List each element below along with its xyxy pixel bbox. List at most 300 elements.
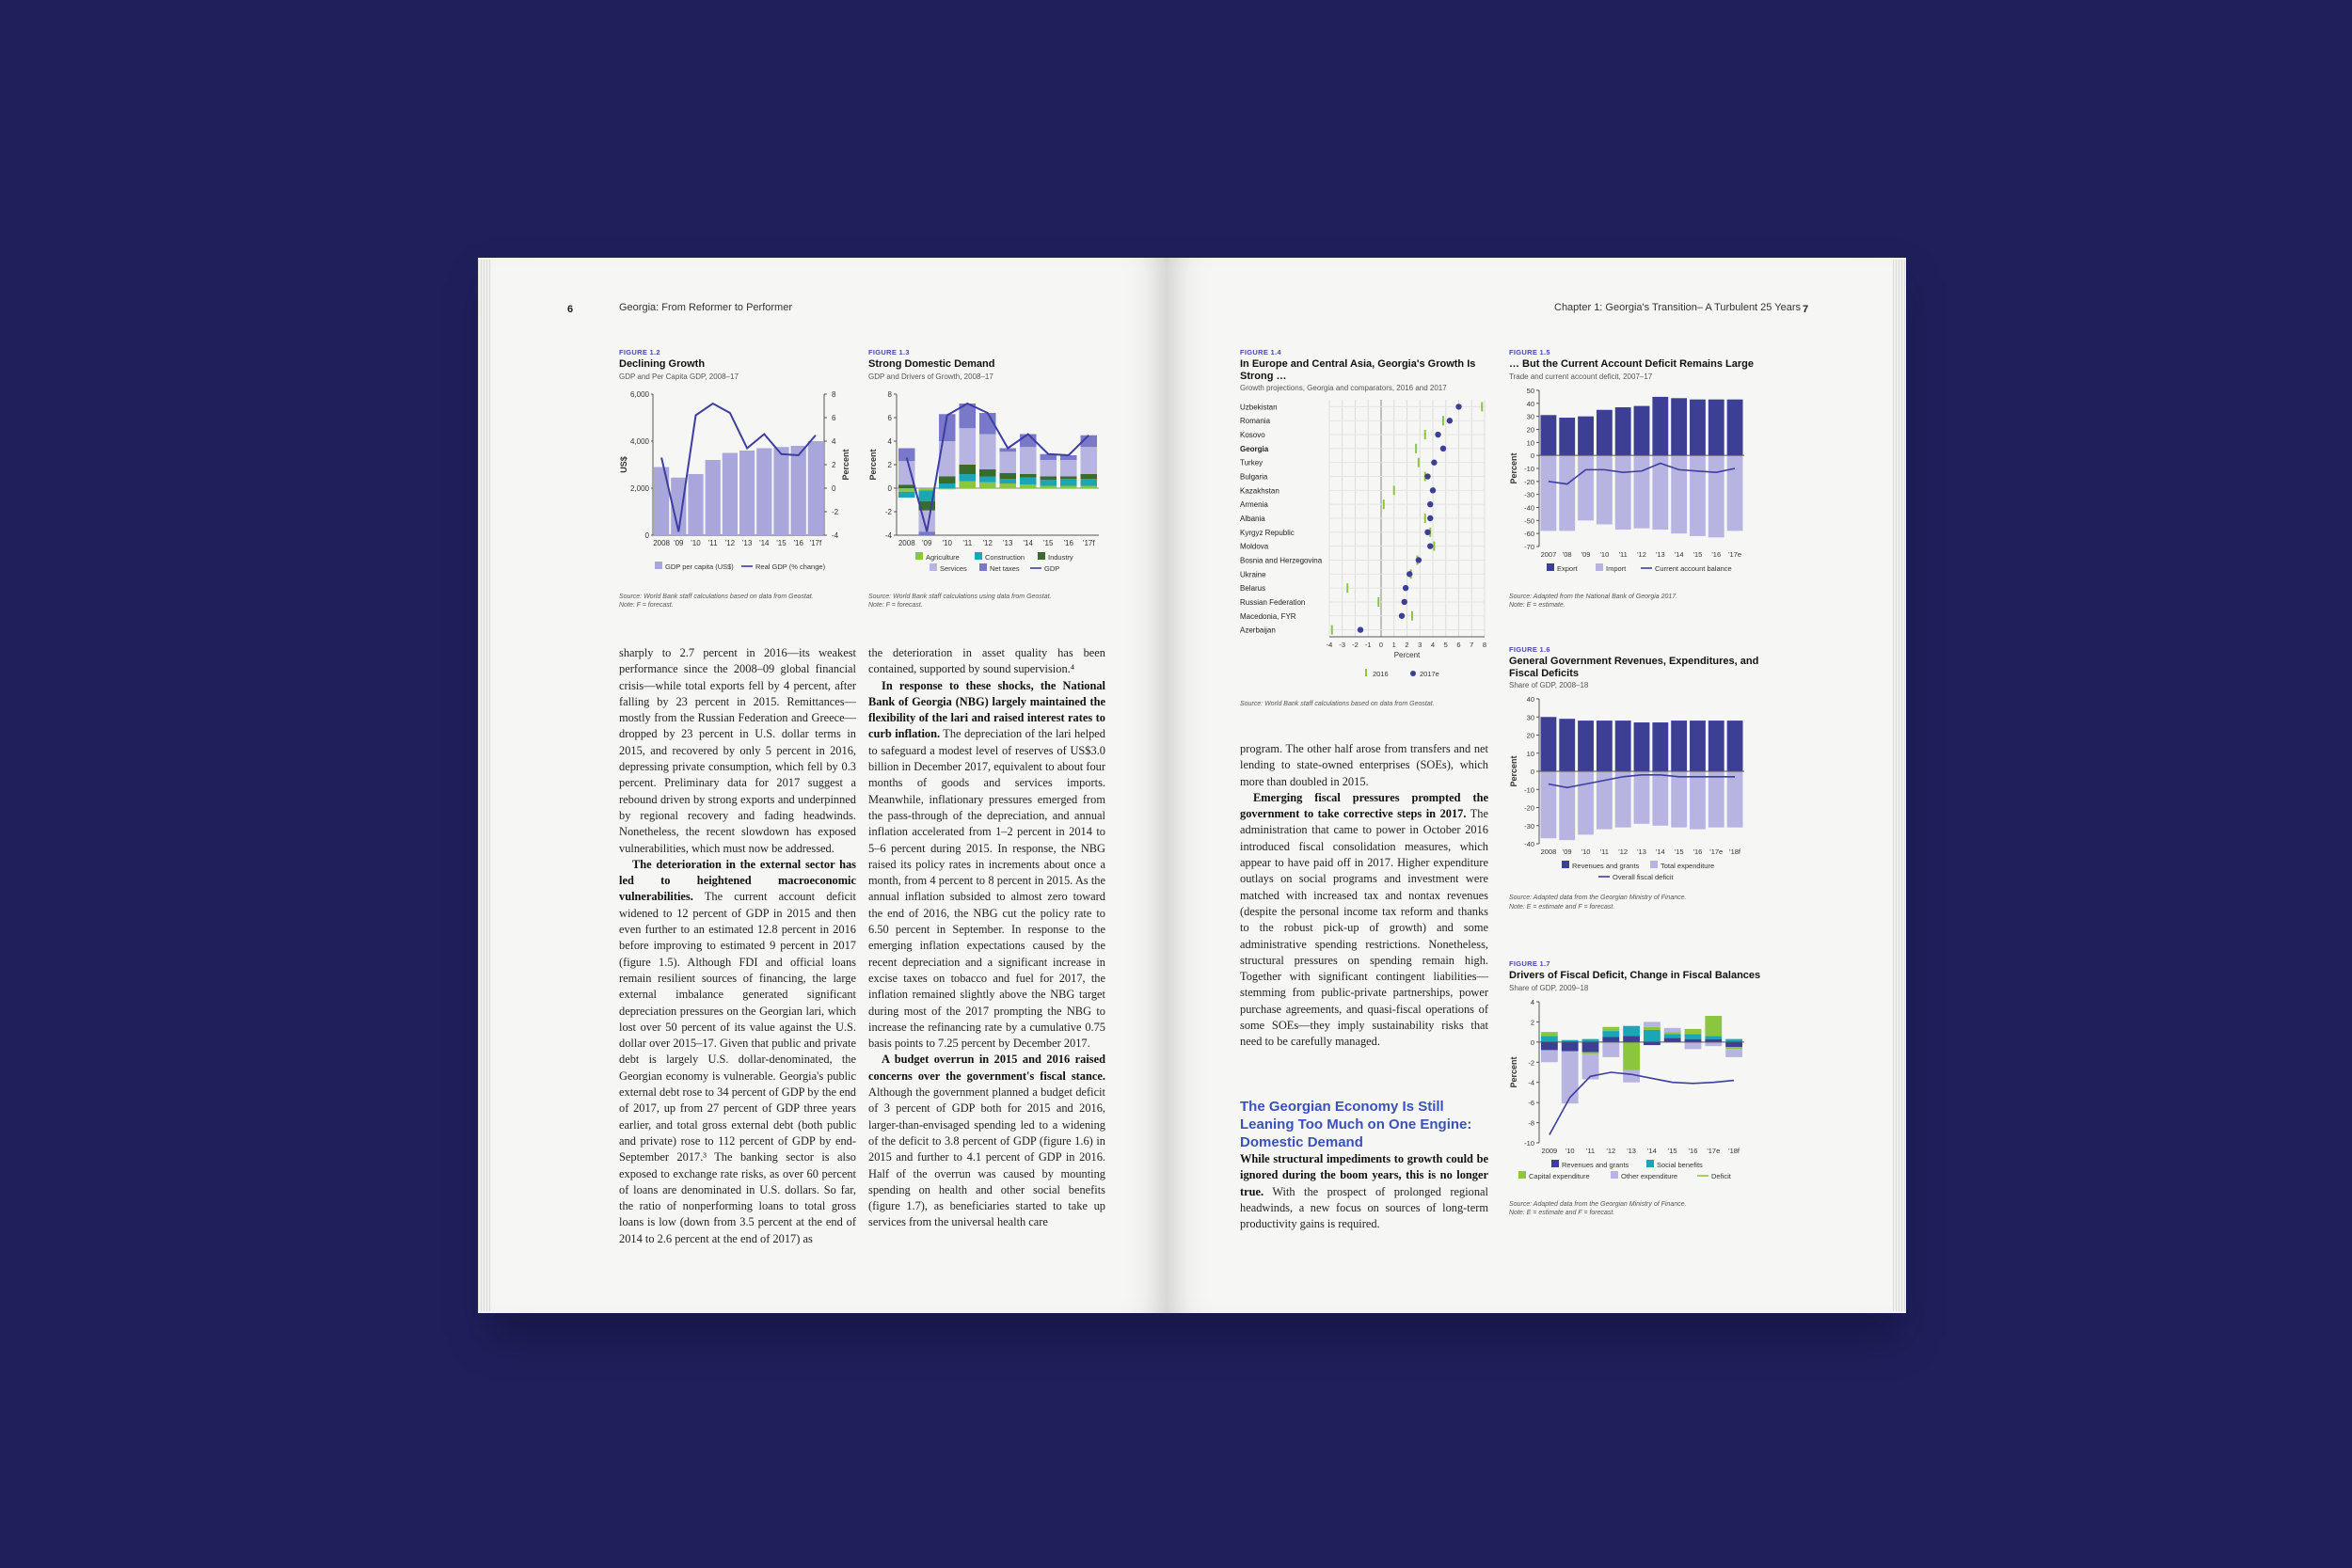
y-tick-label: 0 — [644, 531, 649, 540]
x-tick-label: '09 — [922, 538, 932, 547]
x-tick-label: 4 — [1430, 641, 1436, 650]
bar-negative — [1690, 771, 1706, 830]
x-tick-label: '14 — [1674, 549, 1684, 559]
y-tick-label: -4 — [884, 531, 892, 540]
bar-positive — [1727, 399, 1743, 454]
marker-2016 — [1411, 611, 1413, 621]
figure-source: Source: World Bank staff calculations using data from Geostat. — [868, 593, 1052, 600]
stacked-bar — [1582, 1052, 1599, 1053]
y-tick-label: -40 — [1524, 503, 1534, 513]
figure-subtitle: Trade and current account deficit, 2007–17 — [1509, 372, 1653, 381]
x-tick-label: 0 — [1378, 641, 1384, 650]
stacked-bar — [1644, 1030, 1661, 1042]
marker-2017e — [1455, 404, 1461, 409]
stacked-bar — [1081, 485, 1098, 488]
paragraph-text: the deterioration in asset quality has been contained, supported by sound supervision.⁴ — [868, 646, 1105, 676]
paragraph-text: Although the government planned a budget deficit of 3 percent of GDP both for 2015 and 2016, larger-than-envisaged spending led to a widening of the deficit to 3.8 percent of GDP (figure 1.6) in 2015 and further to 4.1 percent of GDP in 2016. Half of the overrun was caused by mounting spending on health and other social benefits (figure 1.7), as beneficiaries started to take up services from the universal health care — [868, 1085, 1105, 1229]
marker-2017e — [1430, 487, 1436, 493]
stacked-bar — [1020, 474, 1037, 478]
stacked-bar — [1081, 479, 1098, 486]
chart-fiscal-drivers — [1509, 992, 1765, 1196]
paragraph — [1240, 741, 1488, 790]
marker-2017e — [1447, 418, 1453, 423]
y-tick-label: 30 — [1526, 713, 1534, 722]
x-tick-label: 6 — [1456, 641, 1461, 650]
marker-2016 — [1393, 486, 1395, 496]
stacked-bar — [1060, 476, 1077, 479]
y2-tick-label: -4 — [832, 531, 839, 540]
legend-label: 2017e — [1420, 670, 1439, 679]
paragraph-lead: A budget overrun in 2015 and 2016 raised concerns over the government's fiscal stance. — [868, 1053, 1105, 1083]
stacked-bar — [1623, 1025, 1640, 1036]
figure-source: Source: Adapted data from the Georgian Ministry of Finance. — [1509, 1200, 1687, 1208]
legend-label: Revenues and grants — [1562, 1160, 1629, 1169]
x-tick-label: '17f — [1082, 538, 1095, 547]
marker-2017e — [1427, 515, 1433, 521]
legend-swatch — [975, 552, 982, 560]
x-tick-label: 2 — [1405, 641, 1409, 650]
x-tick-label: 1 — [1391, 641, 1396, 650]
y-tick-label: 2 — [887, 460, 892, 469]
paragraph-text: The current account deficit widened to 12 percent of GDP in 2015 and then even further to an estimated 12.8 percent in 2016 before improving to estimated 9 percent in 2017 (figure 1.5). Although FDI and official loans remain resilient sources of financing, the large external imbalance generated significant depreciation pressures on the Georgian lari, which lost over 50 percent of its value against the U.S. dollar over 2015–17. Given that public and private debt is largely U.S. dollar-denominated, the Georgian economy is vulnerable. Georgia's public external debt rose to 34 percent of GDP by the end of 2017, up from 27 percent of GDP three years earlier, and total gross external debt (both public and private) rose to 112 percent of GDP by end-September 2017.³ The banking sector is also exposed to exchange rate risks, as over 60 percent of loans are denominated in U.S. dollars. So far, the ratio of nonperforming loans to total gross loans is low (down from 3.5 percent at the end of 2014 to 2.6 percent at the end of 2017) as — [619, 890, 856, 1245]
bar-positive — [1615, 721, 1631, 771]
bar-positive — [1652, 397, 1668, 455]
x-tick-label: '16 — [1688, 1146, 1698, 1155]
figure-title: General Government Revenues, Expenditures, and Fiscal Deficits — [1509, 656, 1759, 679]
y-tick-label: 20 — [1526, 731, 1534, 740]
paragraph-lead: Emerging fiscal pressures prompted the government to take corrective steps in 2017. — [1240, 790, 1488, 821]
y-tick-label: -30 — [1524, 490, 1534, 499]
country-label: Macedonia, FYR — [1240, 612, 1296, 622]
marker-2017e — [1427, 501, 1433, 507]
x-tick-label: '14 — [1655, 847, 1665, 857]
figure-1-3 — [868, 348, 1104, 610]
x-tick-label: 2008 — [653, 538, 670, 547]
x-tick-label: 2009 — [1541, 1146, 1558, 1155]
stacked-bar — [1664, 1027, 1681, 1031]
y-axis-label: Percent — [1509, 452, 1518, 484]
bar-negative — [1578, 455, 1594, 520]
figure-title: Declining Growth — [619, 358, 706, 370]
legend-label: Other expenditure — [1621, 1171, 1678, 1180]
country-label: Uzbekistan — [1240, 403, 1278, 412]
chart-growth-projections — [1240, 392, 1486, 695]
stacked-bar — [939, 483, 956, 488]
paragraph — [619, 857, 856, 1247]
stacked-bar — [1705, 1016, 1722, 1036]
stacked-bar — [1664, 1037, 1681, 1041]
x-tick-label: '15 — [1674, 847, 1684, 857]
stacked-bar — [979, 476, 996, 482]
x-tick-label: 7 — [1470, 641, 1474, 650]
stacked-bar — [1000, 451, 1017, 473]
y-tick-label: 30 — [1526, 412, 1534, 421]
legend-swatch — [979, 563, 987, 571]
y-tick-label: 4 — [887, 436, 892, 446]
legend-label: Agriculture — [926, 552, 960, 562]
country-label: Albania — [1240, 515, 1265, 524]
bar-negative — [1708, 771, 1724, 828]
y-tick-label: 0 — [887, 483, 892, 493]
stacked-bar — [1041, 480, 1057, 485]
x-tick-label: '15 — [1667, 1146, 1677, 1155]
country-label: Bosnia and Herzegovina — [1240, 556, 1323, 565]
figure-1-2 — [619, 348, 854, 610]
figure-1-5 — [1509, 348, 1765, 610]
y-tick-label: -10 — [1524, 464, 1534, 473]
body-column-1 — [1240, 741, 1488, 1051]
marker-2016 — [1331, 626, 1333, 635]
bar-negative — [1652, 455, 1668, 530]
marker-2016 — [1346, 583, 1348, 593]
page-edge — [478, 260, 491, 1311]
stacked-bar — [1705, 1041, 1722, 1045]
bar-positive — [1597, 409, 1613, 454]
marker-2017e — [1403, 585, 1408, 591]
bar — [756, 448, 771, 535]
left-page — [478, 258, 1167, 1313]
x-tick-label: '09 — [1562, 847, 1572, 857]
stacked-bar — [960, 474, 977, 482]
paragraph — [619, 645, 856, 857]
y-tick-label: 0 — [1530, 451, 1534, 460]
x-tick-label: '14 — [1647, 1146, 1657, 1155]
x-tick-label: '17e — [1728, 549, 1742, 559]
country-label: Russian Federation — [1240, 598, 1306, 608]
paragraph-lead: While structural impediments to growth could be ignored during the boom years, this is no longer true. — [1240, 1152, 1488, 1198]
chart-gdp-growth — [619, 381, 854, 588]
x-tick-label: '16 — [1692, 847, 1703, 857]
bar-positive — [1671, 398, 1687, 455]
y-tick-label: -50 — [1524, 515, 1534, 525]
country-label: Belarus — [1240, 584, 1266, 594]
bar-positive — [1652, 722, 1668, 771]
y2-tick-label: 8 — [832, 389, 836, 399]
stacked-bar — [1623, 1036, 1640, 1041]
x-tick-label: '12 — [1606, 1146, 1616, 1155]
marker-2017e — [1431, 460, 1437, 466]
stacked-bar — [1060, 485, 1077, 488]
stacked-bar — [960, 481, 977, 488]
stacked-bar — [1685, 1029, 1702, 1034]
figure-1-4 — [1240, 348, 1486, 709]
stacked-bar — [1020, 447, 1037, 474]
x-tick-label: '13 — [1003, 538, 1013, 547]
x-tick-label: '15 — [776, 538, 787, 547]
figure-subtitle: GDP and Drivers of Growth, 2008–17 — [868, 372, 993, 381]
bar-negative — [1597, 455, 1613, 524]
legend-swatch — [1410, 671, 1416, 676]
bar-negative — [1708, 455, 1724, 537]
legend-label: Industry — [1048, 552, 1073, 562]
stacked-bar — [1623, 1041, 1640, 1069]
y2-tick-label: -2 — [832, 507, 839, 516]
running-head: Chapter 1: Georgia's Transition– A Turbulent 25 Years — [1554, 302, 1801, 313]
paragraph — [868, 678, 1105, 1053]
stacked-bar — [1041, 476, 1057, 480]
bar — [808, 441, 823, 535]
x-tick-label: '11 — [1585, 1146, 1596, 1155]
bar — [723, 452, 738, 535]
legend-swatch — [915, 552, 923, 560]
figure-number: FIGURE 1.6 — [1509, 645, 1550, 654]
y-tick-label: 10 — [1526, 437, 1534, 447]
x-tick-label: '10 — [1599, 549, 1610, 559]
figure-title: Drivers of Fiscal Deficit, Change in Fiscal Balances — [1509, 970, 1761, 981]
y2-tick-label: 2 — [832, 460, 836, 469]
stacked-bar — [1664, 1032, 1681, 1034]
paragraph — [1240, 790, 1488, 1051]
legend-swatch — [1611, 1171, 1618, 1179]
stacked-bar — [1602, 1037, 1619, 1041]
bar-positive — [1559, 719, 1575, 771]
marker-2016 — [1481, 403, 1483, 412]
x-tick-label: '15 — [1043, 538, 1054, 547]
x-tick-label: '15 — [1692, 549, 1703, 559]
y-tick-label: 0 — [1530, 768, 1534, 777]
y-tick-label: -60 — [1524, 529, 1534, 538]
stacked-bar — [1602, 1026, 1619, 1030]
x-tick-label: '18f — [1729, 847, 1741, 857]
stacked-bar — [960, 465, 977, 474]
marker-2016 — [1442, 417, 1444, 426]
paragraph — [868, 645, 1105, 678]
stacked-bar — [1060, 460, 1077, 477]
stacked-bar — [1000, 472, 1017, 478]
paragraph — [868, 1052, 1105, 1230]
figure-1-6 — [1509, 645, 1765, 911]
x-tick-label: -2 — [1352, 641, 1359, 650]
marker-2017e — [1416, 558, 1422, 563]
marker-2017e — [1424, 474, 1430, 480]
x-tick-label: '09 — [674, 538, 684, 547]
legend-swatch — [1547, 563, 1554, 571]
stacked-bar — [1623, 1069, 1640, 1082]
legend-label: 2016 — [1373, 670, 1389, 679]
x-tick-label: '17e — [1707, 1146, 1721, 1155]
y-tick-label: 40 — [1526, 399, 1534, 408]
marker-2017e — [1427, 544, 1433, 549]
bar-positive — [1634, 405, 1650, 455]
legend-label: Deficit — [1711, 1171, 1731, 1180]
stacked-bar — [1041, 485, 1057, 488]
x-tick-label: '18f — [1728, 1146, 1740, 1155]
figure-number: FIGURE 1.2 — [619, 348, 660, 356]
legend-label: Revenues and grants — [1572, 862, 1640, 871]
figure-note: Note: E = estimate and F = forecast. — [1509, 903, 1615, 911]
legend-label: Import — [1606, 563, 1627, 573]
marker-2017e — [1440, 446, 1446, 451]
figure-1-7 — [1509, 959, 1765, 1218]
bar-negative — [1578, 771, 1594, 834]
figure-title: In Europe and Central Asia, Georgia's Growth Is Strong … — [1240, 358, 1476, 382]
legend-label: GDP per capita (US$) — [665, 562, 734, 571]
x-tick-label: 2007 — [1540, 549, 1557, 559]
stacked-bar — [1644, 1022, 1661, 1026]
paragraph-text: With the prospect of prolonged regional headwinds, a new focus on sources of long-term productivity gains is required. — [1240, 1184, 1488, 1231]
stacked-bar — [1020, 484, 1037, 488]
legend-swatch — [1650, 861, 1658, 868]
stacked-bar — [1541, 1041, 1558, 1050]
bar-negative — [1727, 455, 1743, 531]
bar-positive — [1708, 721, 1724, 771]
page-edge — [1893, 260, 1906, 1311]
y-tick-label: 40 — [1526, 695, 1534, 705]
bar-positive — [1578, 721, 1594, 771]
bar-positive — [1727, 721, 1743, 771]
stacked-bar — [1081, 447, 1098, 474]
stacked-bar — [1541, 1050, 1558, 1062]
legend-swatch — [1646, 1160, 1654, 1167]
stacked-bar — [1000, 479, 1017, 483]
figure-title: Strong Domestic Demand — [868, 358, 995, 370]
y-tick-label: 4 — [1530, 997, 1534, 1006]
legend-label: Overall fiscal deficit — [1613, 873, 1674, 882]
stacked-bar — [898, 484, 915, 488]
figure-subtitle: Share of GDP, 2009–18 — [1509, 983, 1589, 992]
x-tick-label: '14 — [1023, 538, 1033, 547]
legend-swatch — [1596, 563, 1603, 571]
legend-label: Net taxes — [990, 563, 1020, 573]
figure-subtitle: Growth projections, Georgia and comparators, 2016 and 2017 — [1240, 384, 1447, 393]
y-tick-label: 6 — [887, 413, 892, 422]
country-label: Ukraine — [1240, 570, 1266, 579]
bar — [688, 474, 703, 535]
country-label: Romania — [1240, 417, 1271, 426]
bar-negative — [1559, 455, 1575, 531]
x-tick-label: -4 — [1326, 641, 1333, 650]
figure-source: Source: Adapted data from the Georgian Ministry of Finance. — [1509, 895, 1687, 902]
stacked-bar — [1562, 1051, 1579, 1103]
marker-2017e — [1435, 432, 1440, 437]
paragraph — [1240, 1151, 1488, 1232]
y-tick-label: -20 — [1524, 477, 1534, 486]
body-column-1-continued — [1240, 1151, 1488, 1232]
bar-negative — [1652, 771, 1668, 826]
marker-2017e — [1399, 613, 1405, 619]
x-axis-label: Percent — [1393, 651, 1421, 660]
stacked-bar — [1562, 1041, 1579, 1051]
bar-negative — [1541, 455, 1557, 531]
legend-swatch — [1038, 552, 1045, 560]
x-tick-label: '12 — [724, 538, 736, 547]
paragraph-text: The depreciation of the lari helped to safeguard a modest level of reserves of US$3.0 billion in December 2017, equivalent to about four months of goods and services imports. Meanwhile, inflationary pressures emerged from the pass-through of the depreciation, and annual inflation accelerated from 1–2 percent in 2014 to 5–6 percent during 2015. In response, the NBG raised its policy rates in increments about once a month, from 4 percent to 8 percent in 2015. As the annual inflation subsided to almost zero toward the end of 2016, the NBG cut the policy rate to 6.50 percent in September. In response to the emerging inflation expectations caused by the recent depreciation and a significant increase in excise taxes on tobacco and fuel for 2017, the inflation remained slightly above the NBG target during most of the 2017 prompting the NBG to increase the refinancing rate by a cumulative 0.75 basis points to 7.25 percent by December 2017. — [868, 727, 1105, 1051]
marker-2017e — [1424, 530, 1430, 535]
bar-positive — [1578, 416, 1594, 455]
y-tick-label: 2,000 — [629, 483, 649, 493]
marker-2016 — [1418, 458, 1420, 467]
x-tick-label: 5 — [1443, 641, 1448, 650]
figure-number: FIGURE 1.7 — [1509, 959, 1550, 968]
x-tick-label: -1 — [1364, 641, 1372, 650]
stacked-bar — [919, 488, 936, 491]
legend-swatch — [1518, 1171, 1526, 1179]
stacked-bar — [1541, 1032, 1558, 1036]
y-tick-label: -10 — [1524, 785, 1534, 795]
y-tick-label: -30 — [1524, 822, 1534, 832]
marker-2016 — [1433, 542, 1435, 551]
running-head: Georgia: From Reformer to Performer — [619, 302, 792, 313]
x-tick-label: 8 — [1482, 641, 1486, 650]
bar-negative — [1690, 455, 1706, 536]
bar-negative — [1634, 771, 1650, 824]
y-tick-label: -8 — [1528, 1118, 1534, 1128]
stacked-bar — [1081, 474, 1098, 479]
stacked-bar — [1041, 460, 1057, 477]
page-number: 7 — [1803, 304, 1809, 315]
legend-label: Current account balance — [1655, 563, 1732, 573]
stacked-bar — [1685, 1034, 1702, 1038]
stacked-bar — [1705, 1036, 1722, 1038]
marker-2016 — [1415, 444, 1417, 453]
x-tick-label: '11 — [1599, 847, 1609, 857]
y-tick-label: 20 — [1526, 425, 1534, 435]
stacked-bar — [1602, 1041, 1619, 1056]
stacked-bar — [919, 531, 936, 535]
figure-number: FIGURE 1.5 — [1509, 348, 1550, 356]
bar-positive — [1708, 399, 1724, 454]
x-tick-label: '12 — [1618, 847, 1629, 857]
stacked-bar — [1725, 1047, 1742, 1049]
y-tick-label: 50 — [1526, 386, 1534, 395]
x-tick-label: '10 — [1581, 847, 1591, 857]
x-tick-label: '14 — [759, 538, 770, 547]
stacked-bar — [960, 428, 977, 465]
x-tick-label: '12 — [982, 538, 993, 547]
x-tick-label: '09 — [1581, 549, 1591, 559]
legend-swatch — [1562, 861, 1569, 868]
figure-source: Source: Adapted from the National Bank of Georgia 2017. — [1509, 593, 1678, 600]
country-label: Georgia — [1240, 445, 1269, 454]
bar-positive — [1559, 418, 1575, 455]
body-column-1 — [619, 645, 856, 1247]
stacked-bar — [939, 476, 956, 483]
marker-2017e — [1402, 599, 1407, 605]
bar-positive — [1541, 718, 1557, 772]
body-column-2 — [868, 645, 1105, 1231]
x-tick-label: '11 — [962, 538, 973, 547]
bar-positive — [1541, 415, 1557, 455]
x-tick-label: '12 — [1637, 549, 1646, 559]
right-page — [1167, 258, 1906, 1313]
paragraph-lead: In response to these shocks, the National Bank of Georgia (NBG) largely maintained the flexibility of the lari and raised interest rates to curb inflation. — [868, 678, 1105, 741]
legend-label: Total expenditure — [1661, 862, 1715, 871]
stacked-bar — [898, 491, 915, 497]
x-tick-label: '13 — [1637, 847, 1646, 857]
bar-positive — [1615, 407, 1631, 455]
x-tick-label: 2008 — [898, 538, 915, 547]
paragraph-lead: The deterioration in the external sector has led to heightened macroeconomic vulnerabilities. — [619, 857, 856, 904]
figure-source: Source: World Bank staff calculations based on data from Geostat. — [1240, 701, 1435, 708]
bar-positive — [1634, 722, 1650, 771]
x-tick-label: 3 — [1418, 641, 1422, 650]
y-tick-label: 0 — [1530, 1037, 1534, 1047]
y-tick-label: 4,000 — [629, 436, 649, 446]
x-tick-label: '13 — [741, 538, 753, 547]
x-tick-label: '17f — [809, 538, 822, 547]
y-tick-label: -40 — [1524, 840, 1534, 849]
bar-positive — [1690, 399, 1706, 454]
y-tick-label: -20 — [1524, 803, 1534, 813]
country-label: Turkey — [1240, 458, 1263, 467]
country-label: Azerbaijan — [1240, 626, 1276, 635]
y-tick-label: -10 — [1524, 1138, 1534, 1148]
bar — [773, 447, 788, 535]
marker-2017e — [1358, 627, 1363, 633]
stacked-bar — [1644, 1026, 1661, 1029]
x-tick-label: '08 — [1562, 549, 1572, 559]
x-tick-label: '11 — [707, 538, 718, 547]
